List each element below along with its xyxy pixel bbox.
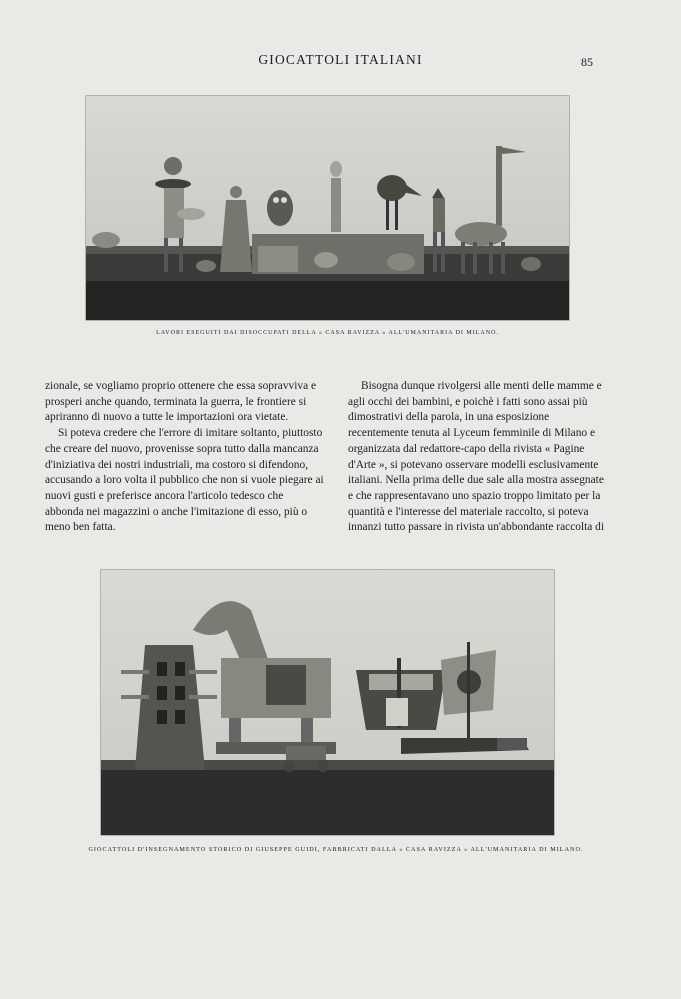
running-header: GIOCATTOLI ITALIANI	[258, 52, 423, 67]
paragraph: Bisogna dunque rivolgersi alle menti delle mamme e agli occhi dei bambini, e poichè i fatti sono assai più dimostrativi della parola, in una esposizione recentemente tenuta al Lyceum femminile di Milano e organizzata dal redattore-capo della rivista « Pagine d'Arte », si potevano osservare modelli esclusivamente italiani. Nella prima delle due sale alla mostra assegnate e che rappresentavano uno spazio troppo limitato per la quantità e l'interesse del materiale raccolto, si poteva innanzi tutto passare in rivista un'abbondante raccolta di	[348, 380, 605, 534]
page-number: 85	[581, 55, 593, 69]
figure-historical-toys-photo	[101, 570, 554, 835]
paragraph: Si poteva credere che l'errore di imitare soltanto, piuttosto che creare del nuovo, provenisse sopra tutto dalla mancanza d'iniziativa dei nostri industriali, ma costoro si difendono, accusando a loro volta il pubblico che non si vuole piegare ai nuovi gusti e preferisce ancora l'articolo tedesco che abbonda nei magazzini o anche l'imitazione di esso, più o meno ben fatta.	[45, 427, 324, 534]
figure-caption: LAVORI ESEGUITI DAI DISOCCUPATI DELLA « CASA RAVIZZA » ALL'UMANITARIA DI MILANO.	[156, 330, 499, 336]
text-column-left	[45, 379, 324, 536]
paragraph: zionale, se vogliamo proprio ottenere che essa sopravviva e prosperi anche quando, terminata la guerra, le frontiere si apriranno di nuovo a tutte le importazioni ora vietate.	[45, 380, 317, 424]
figure-toy-figures-photo	[86, 96, 569, 320]
figure-caption: GIOCATTOLI D'INSEGNAMENTO STORICO DI GIUSEPPE GUIDI, FABBRICATI DALLA « CASA RAVIZZA » ALL'UMANITARIA DI MILANO.	[88, 846, 584, 853]
text-column-right	[348, 379, 610, 536]
